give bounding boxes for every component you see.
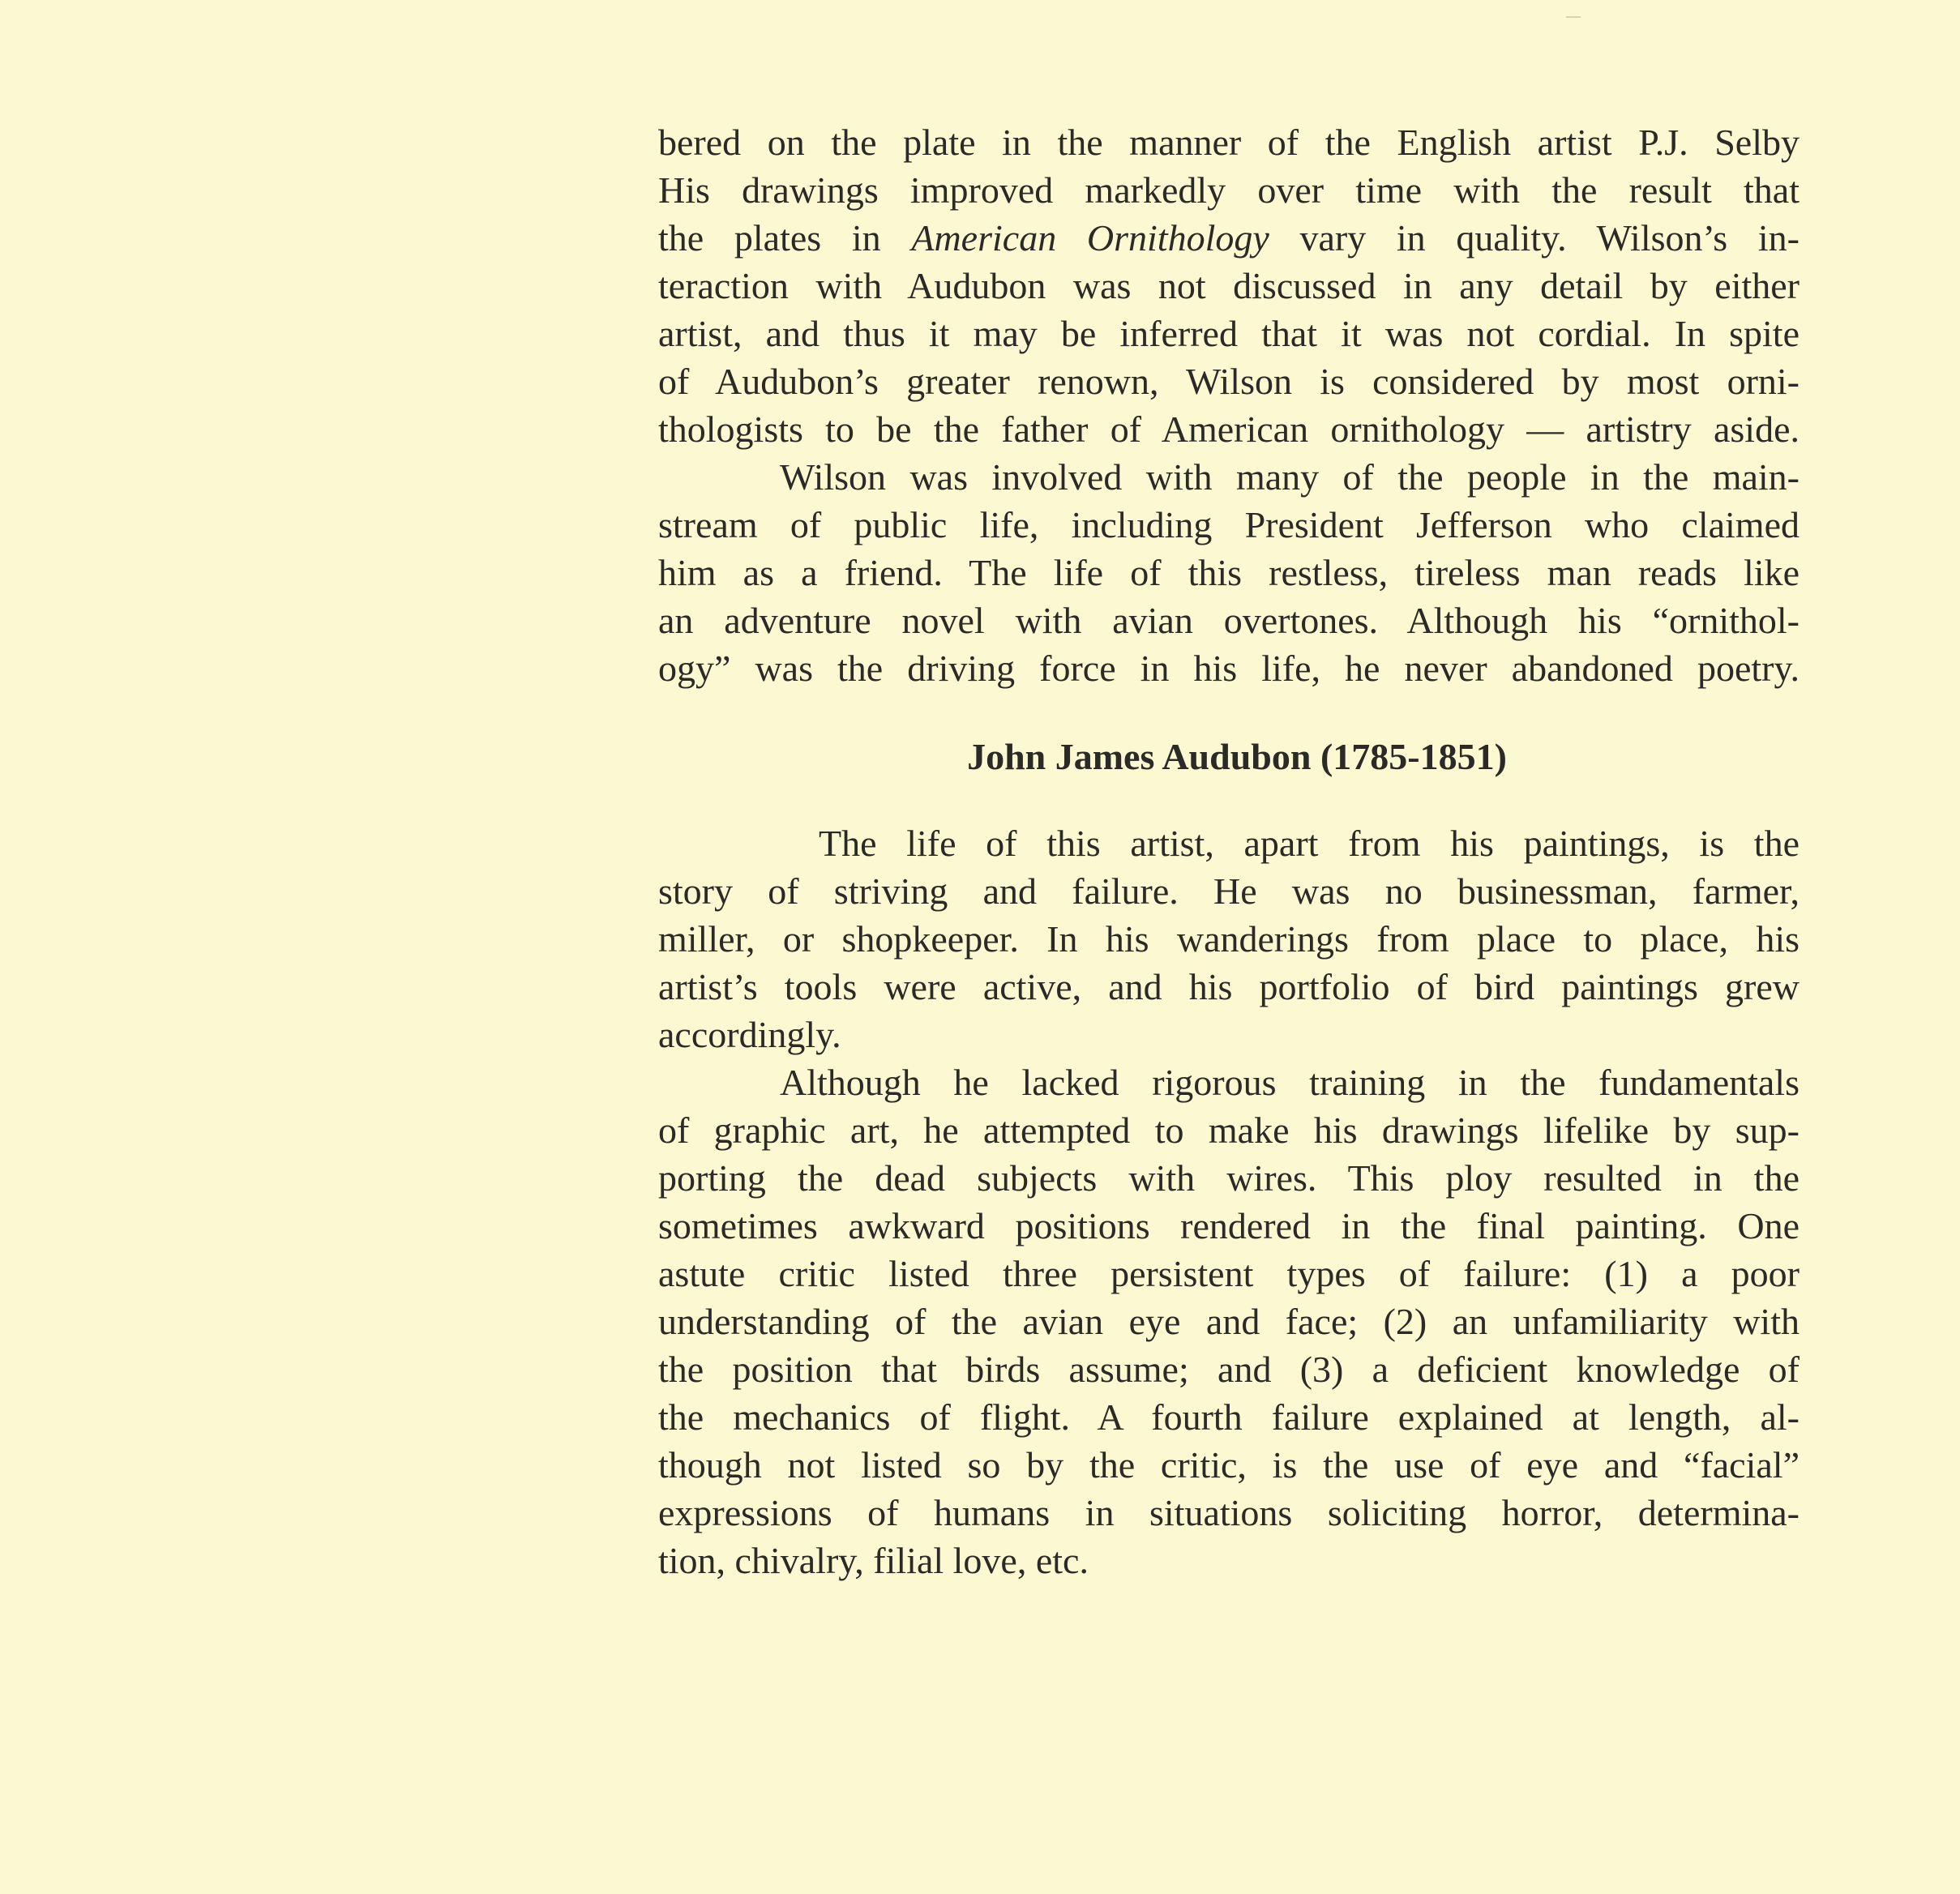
text-line: astute critic listed three persistent types of failure: (1) a poor (658, 1253, 1800, 1294)
text-fragment: the plates in (658, 217, 912, 259)
text-line: tion, chivalry, filial love, etc. (658, 1540, 1089, 1581)
paragraph-audubon-life (658, 819, 1800, 1058)
text-line: an adventure novel with avian overtones. Although his “ornithol- (658, 600, 1800, 641)
text-line: Although he lacked rigorous training in the fundamentals (780, 1062, 1800, 1103)
text-line: of graphic art, he attempted to make his drawings lifelike by sup- (658, 1109, 1800, 1151)
text-line: the position that birds assume; and (3) a deficient knowledge of (658, 1349, 1800, 1390)
text-line: the mechanics of flight. A fourth failure explained at length, al- (658, 1396, 1800, 1438)
text-line: His drawings improved markedly over time with the result that (658, 169, 1800, 211)
text-line: understanding of the avian eye and face; (2) an unfamiliarity with (658, 1301, 1800, 1342)
text-line: though not listed so by the critic, is the use of eye and “facial” (658, 1444, 1800, 1486)
text-fragment: vary in quality. Wilson’s in- (1269, 217, 1800, 259)
text-line: teraction with Audubon was not discussed in any detail by either (658, 265, 1800, 306)
page-blemish (1566, 16, 1581, 18)
text-line: porting the dead subjects with wires. This ploy resulted in the (658, 1157, 1800, 1199)
text-line: stream of public life, including President Jefferson who claimed (658, 504, 1800, 545)
text-line (658, 214, 1800, 262)
paragraph-wilson-life (658, 453, 1800, 692)
text-line: The life of this artist, apart from his paintings, is the (819, 823, 1800, 864)
text-line: story of striving and failure. He was no businessman, farmer, (658, 870, 1800, 912)
text-line: bered on the plate in the manner of the English artist P.J. Selby (658, 122, 1800, 163)
text-line: thologists to be the father of American ornithology — artistry aside. (658, 408, 1800, 450)
paragraph-audubon-technique (658, 1058, 1800, 1584)
text-line: artist’s tools were active, and his portfolio of bird paintings grew (658, 966, 1800, 1007)
text-line: expressions of humans in situations soliciting horror, determina- (658, 1492, 1800, 1533)
paragraph-wilson-artistry (658, 118, 1800, 453)
text-line: miller, or shopkeeper. In his wanderings from place to place, his (658, 918, 1800, 960)
text-line: ogy” was the driving force in his life, he never abandoned poetry. (658, 648, 1800, 689)
text-line: artist, and thus it may be inferred that it was not cordial. In spite (658, 313, 1800, 354)
text-line: Wilson was involved with many of the people in the main- (780, 456, 1800, 498)
text-line: sometimes awkward positions rendered in the final painting. One (658, 1205, 1800, 1246)
text-column (658, 118, 1800, 1584)
book-title-italic: American Ornithology (911, 217, 1269, 259)
text-line: accordingly. (658, 1014, 841, 1055)
section-heading: John James Audubon (1785-1851) (967, 736, 1507, 777)
text-line: of Audubon’s greater renown, Wilson is considered by most orni- (658, 361, 1800, 402)
text-line: him as a friend. The life of this restless, tireless man reads like (658, 552, 1800, 593)
